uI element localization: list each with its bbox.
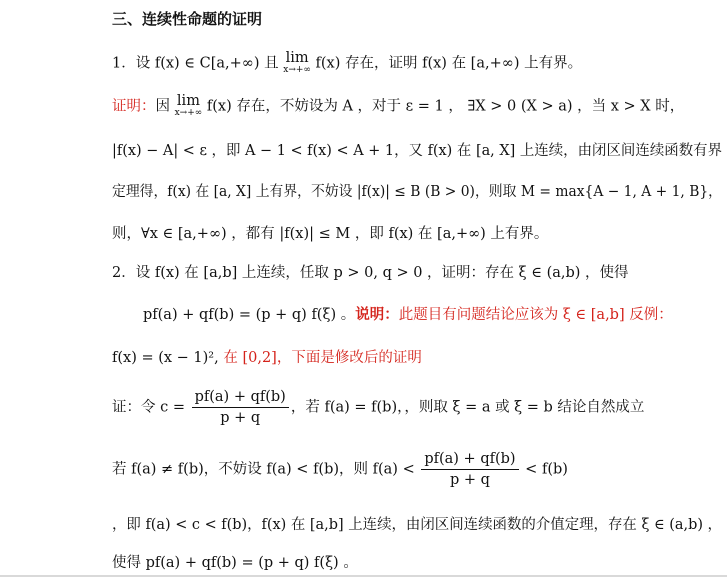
- counter-domain: 在 [0,2]，: [223, 350, 292, 366]
- problem-2-proof-line-3: ，即 f(a) < c < f(b)，f(x) 在 [a,b] 上连续，由闭区间连续函数的介值定理，存在 ξ ∈ (a,b) ，: [112, 517, 722, 533]
- problem-2-proof-line-2: [112, 450, 568, 489]
- problem-1-proof-line-3: 定理得，f(x) 在 [a, X] 上有界，不妨设 |f(x)| ≤ B (B > 0)，则取 M = max{A − 1, A + 1, B}，: [112, 184, 723, 200]
- proof-label: 证明：: [112, 98, 156, 115]
- limit-word: lim: [285, 50, 309, 66]
- fraction-inequality: [421, 450, 518, 489]
- fraction-c-definition: [192, 388, 289, 427]
- problem-1-proof-line-2: |f(x) − A| < ε ，即 A − 1 < f(x) < A + 1，又 f(x) 在 [a, X] 上连续，由闭区间连续函数有界: [112, 143, 723, 159]
- note-text: 此题目有问题结论应该为 ξ ∈ [a,b] 反例：: [398, 307, 673, 323]
- limit-operator: [283, 52, 311, 75]
- limit-operator-proof: [175, 95, 203, 118]
- problem-1-statement: [112, 52, 582, 75]
- section-title: 三、连续性命题的证明: [112, 10, 263, 28]
- problem-2-equation: pf(a) + qf(b) = (p + q) f(ξ) 。: [143, 307, 356, 323]
- problem-2-equation-line: [143, 305, 673, 325]
- problem-2-proof-line-4: 使得 pf(a) + qf(b) = (p + q) f(ξ) 。: [112, 555, 358, 571]
- problem-1-proof-line-4: 则，∀x ∈ [a,+∞) ，都有 |f(x)| ≤ M ，即 f(x) 在 [a,+∞) 上有界。: [112, 226, 549, 242]
- proof-2-line-2-prefix: 若 f(a) ≠ f(b)，不妨设 f(a) < f(b)，则 f(a) <: [112, 461, 420, 478]
- limit-subscript-proof: x→+∞: [174, 108, 203, 118]
- fraction-denominator-2: p + q: [449, 472, 490, 488]
- problem-1-proof-line-1: [112, 95, 684, 118]
- counter-example: f(x) = (x − 1)²,: [112, 350, 224, 366]
- problem-2-statement: 2．设 f(x) 在 [a,b] 上连续，任取 p > 0, q > 0 ，证明：存在 ξ ∈ (a,b) ，使得: [112, 265, 629, 281]
- fraction-denominator: p + q: [220, 410, 261, 426]
- proof-2-line-1-prefix: 证：令 c =: [112, 399, 190, 416]
- problem-1-statement-part1: 1．设 f(x) ∈ C[a,+∞) 且: [112, 55, 284, 72]
- limit-word-proof: lim: [176, 93, 200, 109]
- counter-followup: 下面是修改后的证明: [291, 350, 422, 366]
- note-label: 说明：: [355, 306, 399, 323]
- proof-line-1-part2: f(x) 存在，不妨设为 A ，对于 ε = 1 ， ∃X > 0 (X > a) ，当 x > X 时，: [202, 98, 685, 115]
- proof-2-line-1-suffix: ，若 f(a) = f(b)，，则取 ξ = a 或 ξ = b 结论自然成立: [290, 399, 645, 416]
- counter-example-line: [112, 348, 422, 368]
- proof-line-1-part1: 因: [155, 98, 175, 115]
- fraction-numerator-2: pf(a) + qf(b): [421, 450, 518, 470]
- limit-subscript: x→+∞: [283, 65, 311, 75]
- problem-2-proof-line-1: [112, 388, 644, 427]
- problem-1-statement-part2: f(x) 存在，证明 f(x) 在 [a,+∞) 上有界。: [310, 55, 583, 72]
- fraction-numerator: pf(a) + qf(b): [192, 388, 289, 408]
- proof-2-line-2-suffix: < f(b): [520, 461, 568, 478]
